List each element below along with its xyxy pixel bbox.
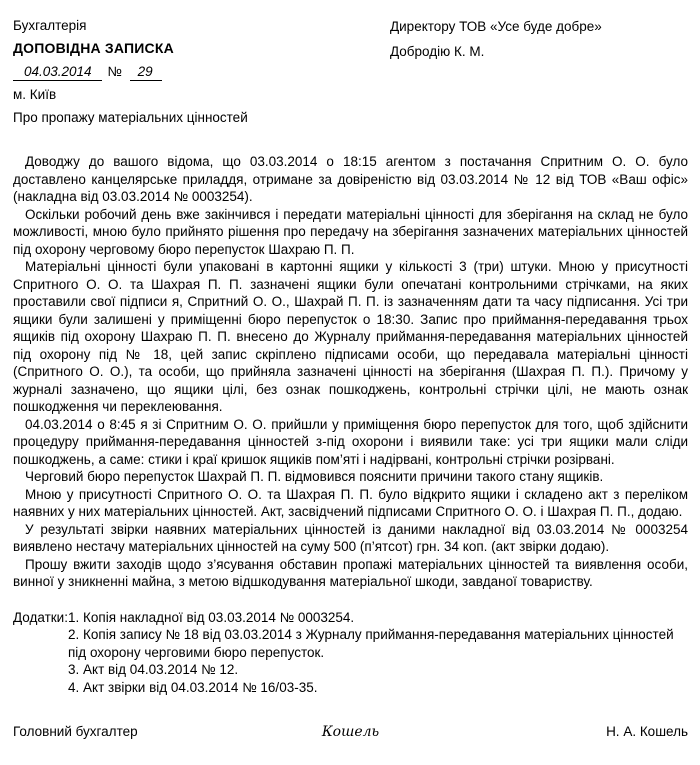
attachment-item: 2. Копія запису № 18 від 03.03.2014 з Журналу приймання-передавання матеріальних цінностей під охорону черговими бюро перепусток.: [68, 627, 674, 660]
body-paragraph: Матеріальні цінності були упаковані в картонні ящики у кількості 3 (три) штуки. Мною у присутності Спритного О. О. та Шахрая П. П. зазначені ящики були опечатані контрольними стрічками, на яких проставили свої підписи я, Спритний О. О., Шахрай П. П. із зазначенням дати та часу підписання. Усі три ящики були залишені у приміщенні бюро перепусток о 18:30. Запис про приймання-передавання трьох ящиків під охорону Шахраю П. П. внесено до Журналу приймання-передавання матеріальних цінностей під охорону під № 18, цей запис скріплено підписами особи, що передавала матеріальні цінності (Спритного О. О.), та особи, що прийняла зазначені цінності на зберігання (Шахрая П. П.). Причому у журналі зазначено, що ящики цілі, без ознак пошкоджень, контрольні стрічки цілі, не мають ознак пошкодження чи переклеювання.: [13, 259, 688, 414]
signature-block: [13, 724, 688, 740]
addressee-block: [390, 14, 602, 64]
addressee-position: Директору ТОВ «Усе буде добре»: [390, 19, 602, 34]
attachments-label: Додатки:: [13, 609, 68, 625]
body-paragraph: Доводжу до вашого відома, що 03.03.2014 о 18:15 агентом з постачання Спритним О. О. було доставлено канцелярське приладдя, отримане за довіреністю від 03.03.2014 № 12 від ТОВ «Ваш офіс» (накладна від 03.03.2014 № 0003254).: [13, 154, 688, 204]
city-line: м. Київ: [13, 87, 57, 102]
attachments-block: [13, 609, 688, 697]
body-paragraph: У результаті звірки наявних матеріальних цінностей із даними накладної від 03.03.2014 № 0003254 виявлено нестачу матеріальних цінностей на суму 500 (п’ятсот) грн. 34 коп. (акт звірки додаю).: [13, 521, 688, 554]
document-number: 29: [130, 64, 162, 81]
document-date: 04.03.2014: [13, 64, 102, 81]
body-paragraph: Мною у присутності Спритного О. О. та Шахрая П. П. було відкрито ящики і складено акт з переліком наявних у них матеріальних цінностей. Акт, засвідчений підписами Спритного О. О. і Шахрая П. П., додаю.: [13, 486, 688, 519]
handwritten-signature: Кошель: [321, 724, 380, 740]
document-header: [13, 14, 688, 129]
signer-position: Головний бухгалтер: [13, 724, 138, 739]
attachment-item: 3. Акт від 04.03.2014 № 12.: [68, 662, 239, 677]
body-paragraph: Черговий бюро перепусток Шахрай П. П. відмовився пояснити причини такого стану ящиків.: [25, 469, 604, 484]
attachment-item: 1. Копія накладної від 03.03.2014 № 0003254.: [68, 609, 355, 625]
attachments-list: [68, 609, 688, 697]
document-body: [13, 153, 688, 591]
addressee-name: Добродію К. М.: [390, 44, 485, 59]
number-sign: №: [107, 64, 122, 79]
body-paragraph: 04.03.2014 о 8:45 я зі Спритним О. О. прийшли у приміщення бюро перепусток для того, щоб здійснити процедуру приймання-передавання цінностей з-під охорони і виявили таке: усі три ящики мали сліди пошкоджень, а саме: стики і краї кришок ящиків пом’яті і надірвані, контрольні стрічки розірвані.: [13, 416, 688, 467]
department-name: Бухгалтерія: [13, 18, 87, 33]
subject-line: Про пропажу матеріальних цінностей: [13, 110, 248, 125]
document-title: ДОПОВІДНА ЗАПИСКА: [13, 40, 174, 56]
header-left-block: [13, 14, 383, 129]
attachment-item: 4. Акт звірки від 04.03.2014 № 16/03-35.: [68, 679, 318, 695]
signer-name: Н. А. Кошель: [606, 724, 688, 739]
body-paragraph: Оскільки робочий день вже закінчився і передати матеріальні цінності для зберігання на склад не було можливості, мною було прийнято рішення про передачу на зберігання зазначених матеріальних цінностей під охорону черговому бюро перепусток Шахраю П. П.: [13, 206, 688, 257]
date-number-line: [13, 60, 383, 83]
body-paragraph: Прошу вжити заходів щодо з’ясування обставин пропажі матеріальних цінностей та виявлення особи, винної у зникненні майна, з метою відшкодування матеріальної шкоди, завданої товариству.: [13, 556, 688, 589]
